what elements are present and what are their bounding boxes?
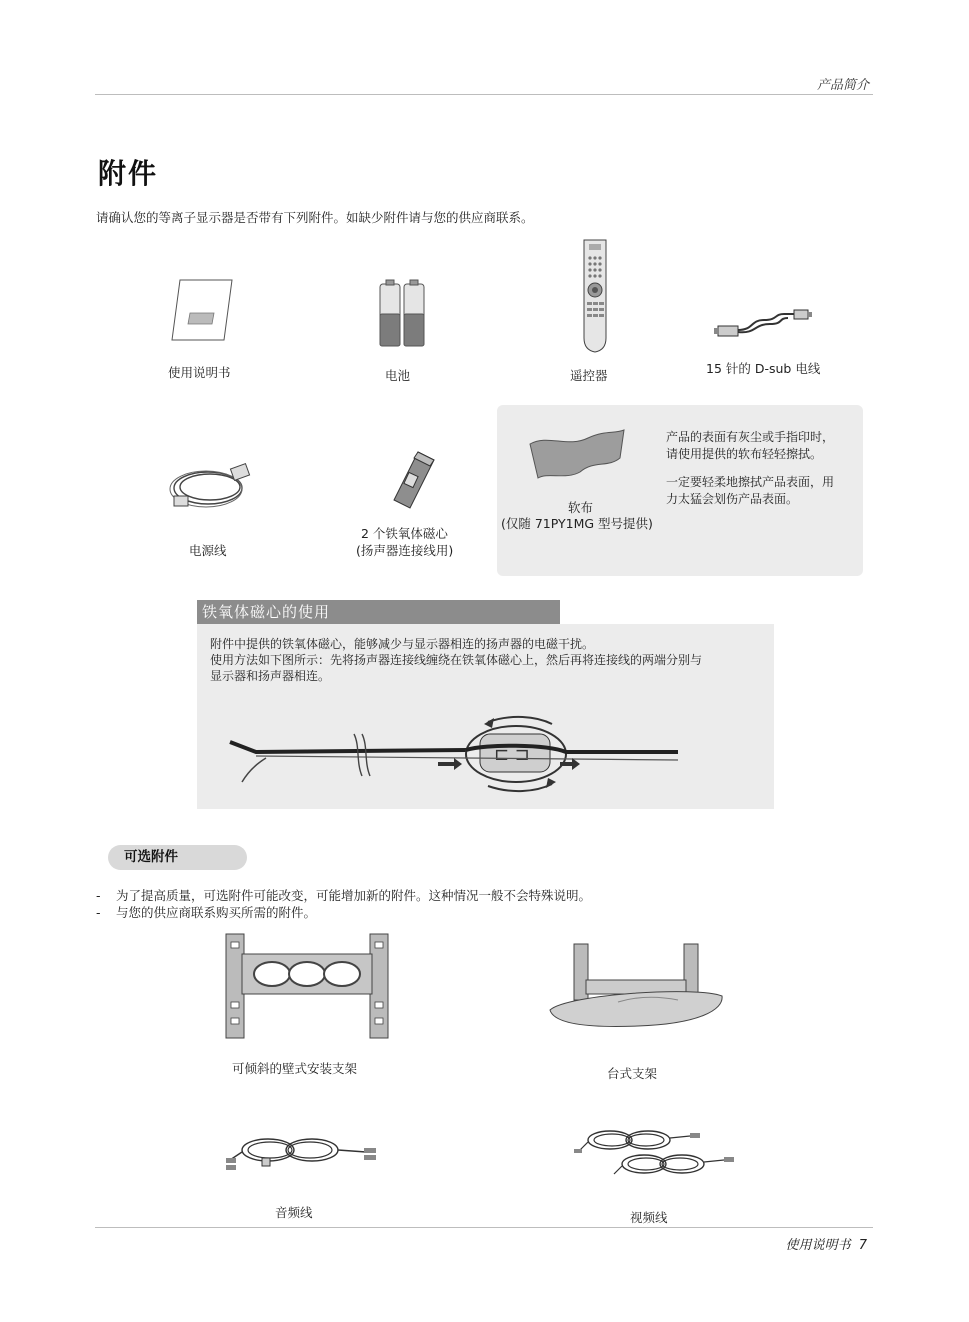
cloth-note-line: 产品的表面有灰尘或手指印时， — [666, 430, 835, 444]
video-cable-illustration — [574, 1126, 740, 1180]
bullet-text: 为了提高质量，可选附件可能改变，可能增加新的附件。这种情况一般不会特殊说明。 — [116, 888, 592, 903]
remote-caption: 遥控器 — [570, 368, 608, 383]
optional-accessories-title: 可选附件 — [108, 845, 247, 870]
cloth-caption-2: (仅随 71PY1MG 型号提供) — [501, 516, 653, 531]
ferrite-core-illustration — [390, 450, 440, 510]
remote-illustration — [580, 238, 610, 354]
ferrite-caption-1: 2 个铁氧体磁心 — [361, 526, 448, 541]
footer-divider — [95, 1227, 873, 1228]
manual-illustration — [168, 278, 238, 342]
ferrite-usage-line: 显示器和扬声器相连。 — [210, 669, 331, 683]
cloth-caption-1: 软布 — [568, 500, 594, 515]
dsub-cable-caption: 15 针的 D-sub 电线 — [706, 361, 821, 376]
cloth-note-paragraph-1 — [666, 429, 834, 463]
desk-stand-caption: 台式支架 — [607, 1066, 658, 1081]
ferrite-usage-diagram — [226, 704, 696, 800]
optional-bullet-1 — [96, 886, 591, 904]
footer — [785, 1234, 867, 1253]
ferrite-usage-line: 附件中提供的铁氧体磁心，能够减少与显示器相连的扬声器的电磁干扰。 — [210, 637, 595, 651]
cloth-note-line: 力太猛会划伤产品表面。 — [666, 492, 799, 506]
bullet-dash: - — [96, 888, 101, 903]
page-title: 附件 — [98, 157, 159, 190]
cloth-note-line: 一定要轻柔地擦拭产品表面，用 — [666, 475, 835, 489]
battery-caption: 电池 — [385, 368, 411, 383]
audio-cable-illustration — [226, 1130, 382, 1174]
bullet-text: 与您的供应商联系购买所需的附件。 — [116, 905, 317, 920]
ferrite-usage-title: 铁氧体磁心的使用 — [197, 600, 560, 624]
dsub-cable-illustration — [714, 308, 814, 338]
desk-stand-illustration — [548, 940, 724, 1032]
ferrite-caption-2: (扬声器连接线用) — [356, 543, 454, 558]
footer-manual-label: 使用说明书 — [785, 1238, 851, 1253]
power-cord-illustration — [168, 460, 258, 510]
bullet-dash: - — [96, 905, 101, 920]
wall-mount-illustration — [224, 932, 394, 1040]
header-divider — [95, 94, 873, 95]
ferrite-usage-text — [210, 636, 702, 684]
intro-text: 请确认您的等离子显示器是否带有下列附件。如缺少附件请与您的供应商联系。 — [96, 210, 534, 225]
page-number: 7 — [858, 1238, 867, 1253]
section-header: 产品简介 — [816, 78, 869, 93]
manual-caption: 使用说明书 — [168, 365, 231, 380]
cloth-illustration — [528, 428, 628, 480]
optional-bullet-2 — [96, 903, 316, 921]
cloth-note-line: 请使用提供的软布轻轻擦拭。 — [666, 447, 823, 461]
cloth-note-paragraph-2 — [666, 474, 834, 508]
svg-text:⊏ ⊐: ⊏ ⊐ — [494, 744, 530, 765]
battery-illustration — [378, 278, 428, 348]
video-cable-caption: 视频线 — [630, 1210, 668, 1225]
ferrite-usage-line: 使用方法如下图所示：先将扬声器连接线缠绕在铁氧体磁心上，然后再将连接线的两端分别与 — [210, 653, 703, 667]
wall-mount-caption: 可倾斜的壁式安装支架 — [232, 1061, 358, 1076]
power-cord-caption: 电源线 — [189, 543, 227, 558]
audio-cable-caption: 音频线 — [275, 1205, 313, 1220]
